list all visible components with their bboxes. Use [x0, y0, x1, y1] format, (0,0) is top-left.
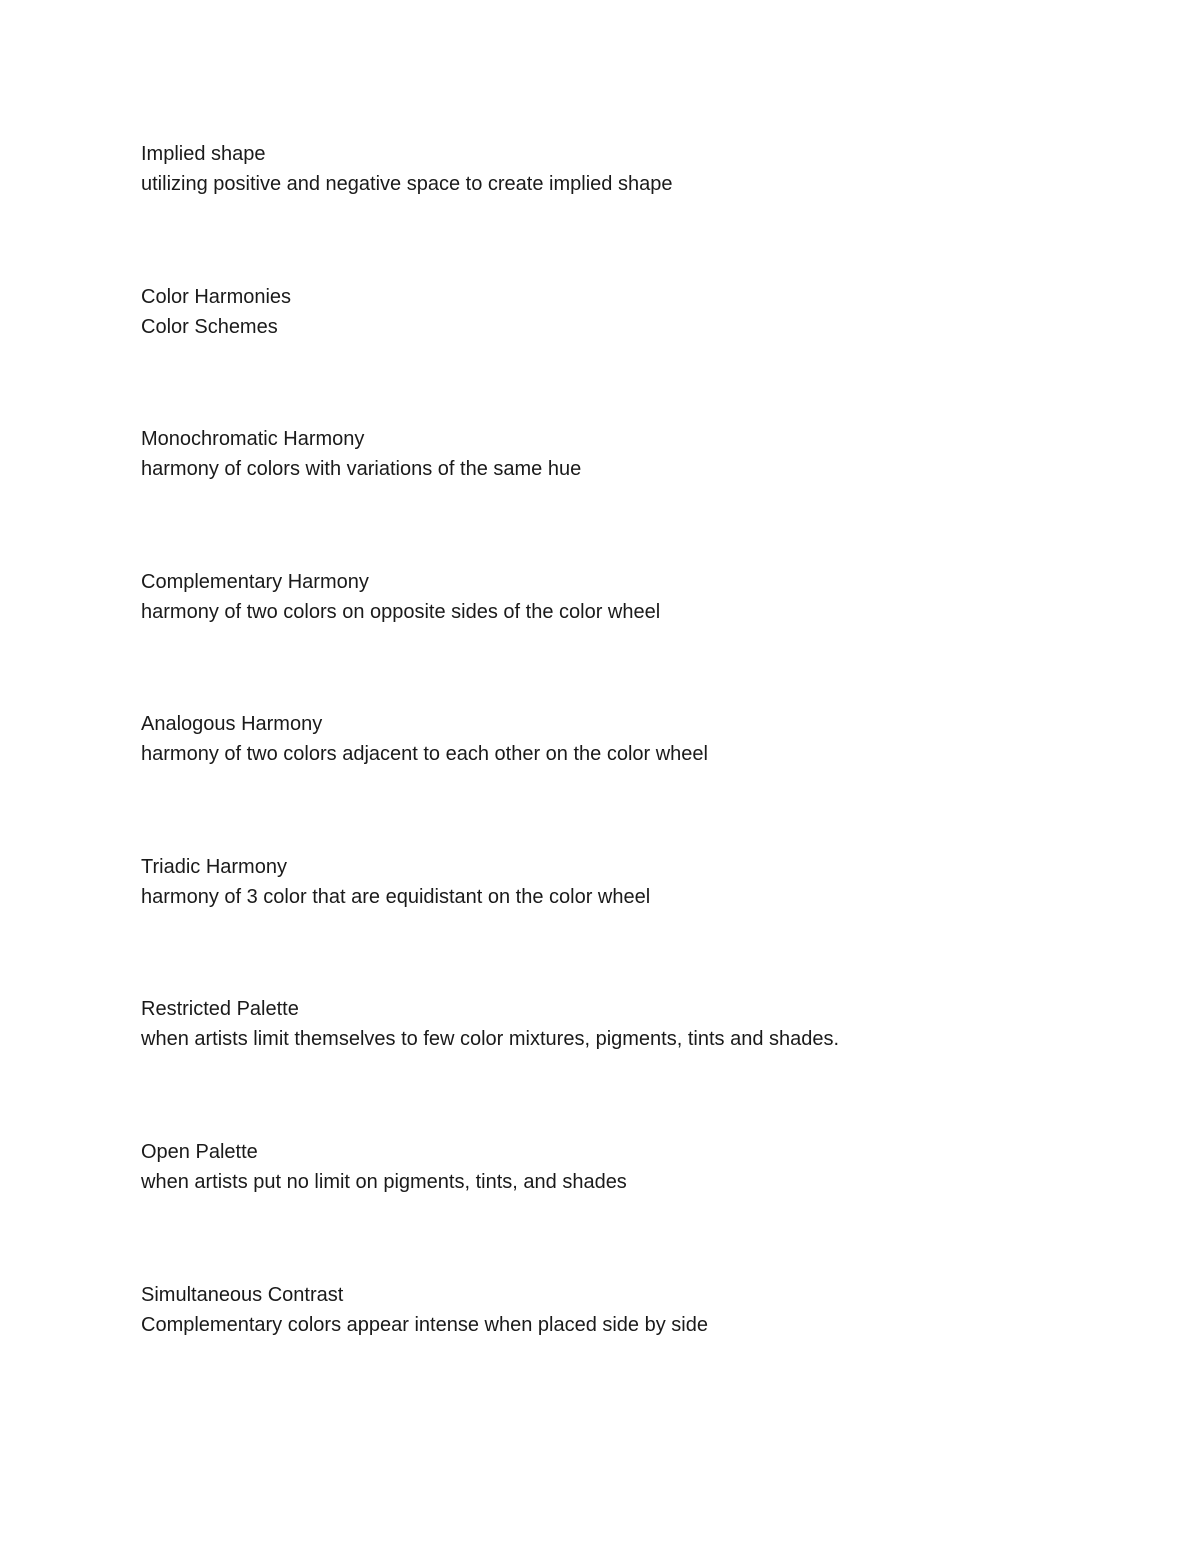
entry-definition: when artists limit themselves to few color mixtures, pigments, tints and shades.	[141, 1028, 840, 1050]
entry-definition: Complementary colors appear intense when placed side by side	[141, 1314, 708, 1336]
glossary-entry	[141, 994, 1141, 1054]
entry-definition: utilizing positive and negative space to create implied shape	[141, 173, 673, 195]
entry-definition: Color Schemes	[141, 316, 278, 338]
entry-term: Simultaneous Contrast	[141, 1284, 344, 1306]
entry-term: Implied shape	[141, 143, 266, 165]
entry-definition: when artists put no limit on pigments, tints, and shades	[141, 1171, 627, 1193]
entry-definition: harmony of two colors on opposite sides of the color wheel	[141, 601, 661, 623]
entry-term: Monochromatic Harmony	[141, 428, 365, 450]
entry-term: Complementary Harmony	[141, 571, 369, 593]
entry-definition: harmony of two colors adjacent to each other on the color wheel	[141, 743, 708, 765]
entry-term: Analogous Harmony	[141, 713, 323, 735]
glossary-entry	[141, 139, 1141, 199]
glossary-entry	[141, 282, 1141, 342]
entry-term: Open Palette	[141, 1141, 258, 1163]
glossary-entry	[141, 1137, 1141, 1197]
glossary-entry	[141, 709, 1141, 769]
entry-definition: harmony of 3 color that are equidistant on the color wheel	[141, 886, 651, 908]
glossary-entry	[141, 424, 1141, 484]
glossary-entry	[141, 1280, 1141, 1340]
entry-definition: harmony of colors with variations of the same hue	[141, 458, 582, 480]
entry-term: Triadic Harmony	[141, 856, 287, 878]
entry-term: Restricted Palette	[141, 998, 299, 1020]
entry-term: Color Harmonies	[141, 286, 292, 308]
glossary-entry	[141, 852, 1141, 912]
glossary-entry	[141, 567, 1141, 627]
